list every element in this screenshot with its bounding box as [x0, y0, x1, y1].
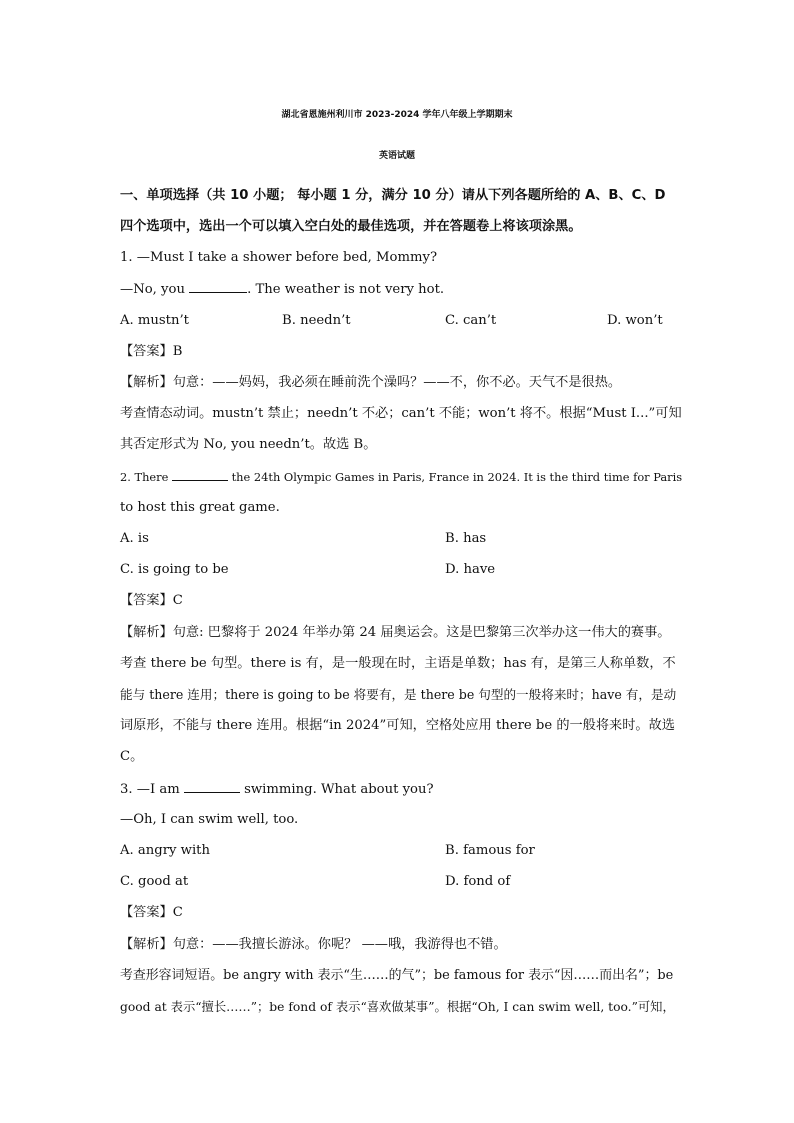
section-instruction-line1: 一、单项选择（共 10 小题； 每小题 1 分，满分 10 分）请从下列各题所给的 A、B、C、D [120, 188, 666, 203]
q1-analysis-line3: 其否定形式为 No, you needn’t。故选 B。 [120, 437, 377, 452]
q2-blank [172, 468, 228, 481]
q2-stem-post: the 24th Olympic Games in Paris, France in 2024. It is the third time for Paris [227, 470, 683, 484]
q3-blank [184, 780, 240, 793]
q2-analysis-line3: 能与 there 连用；there is going to be 将要有，是 there be 句型的一般将来时；have 有，是动 [120, 687, 677, 702]
q2-stem-line1 [120, 468, 683, 486]
q2-option-d: D. have [445, 562, 496, 577]
q1-stem-line2 [120, 280, 680, 299]
q3-analysis-line2: 考查形容词短语。be angry with 表示“生……的气”；be famous for 表示“因……而出名”；be [120, 968, 674, 983]
q2-stem-line2: to host this great game. [120, 500, 280, 515]
q3-analysis-line1: 【解析】句意：——我擅长游泳。你呢？ ——哦，我游得也不错。 [120, 937, 507, 952]
exam-title-line2: 英语试题 [378, 151, 415, 161]
q2-analysis-line4: 词原形，不能与 there 连用。根据“in 2024”可知，空格处应用 there be 的一般将来时。故选 [120, 718, 675, 733]
q3-option-c: C. good at [120, 874, 189, 889]
q2-answer: 【答案】C [120, 593, 183, 608]
q1-option-d: D. won’t [607, 313, 663, 328]
q3-stem-pre: 3. —I am [120, 782, 184, 797]
q3-stem-line1 [120, 780, 680, 799]
q2-analysis-line5: C。 [120, 749, 144, 764]
q1-blank [189, 280, 247, 293]
q1-answer: 【答案】B [120, 344, 183, 359]
q2-analysis-line2: 考查 there be 句型。there is 有，是一般现在时，主语是单数；has 有，是第三人称单数，不 [120, 656, 676, 671]
q1-option-a: A. mustn’t [120, 313, 189, 328]
q3-stem-post: swimming. What about you? [239, 782, 434, 797]
q1-stem-pre: —No, you [120, 282, 190, 297]
q3-answer: 【答案】C [120, 905, 183, 920]
q3-analysis-line3: good at 表示“擅长……”；be fond of 表示“喜欢做某事”。根据“Oh, I can swim well, too.”可知， [120, 1000, 675, 1014]
q2-option-b: B. has [445, 531, 487, 546]
q1-analysis-line1: 【解析】句意：——妈妈，我必须在睡前洗个澡吗？——不，你不必。天气不是很热。 [120, 375, 622, 390]
q1-option-b: B. needn’t [282, 313, 351, 328]
q2-analysis-line1: 【解析】句意: 巴黎将于 2024 年举办第 24 届奥运会。这是巴黎第三次举办这一伟大的赛事。 [120, 625, 671, 640]
q3-stem-line2: —Oh, I can swim well, too. [120, 812, 299, 827]
q2-option-a: A. is [120, 531, 149, 546]
q2-stem-pre: 2. There [120, 470, 172, 484]
q1-analysis-line2: 考查情态动词。mustn’t 禁止；needn’t 不必；can’t 不能；won’t 将不。根据“Must I...”可知 [120, 406, 682, 421]
q3-option-b: B. famous for [445, 843, 535, 858]
q1-stem-line1: 1. —Must I take a shower before bed, Mommy? [120, 250, 438, 265]
exam-title-line1: 湖北省恩施州利川市 2023-2024 学年八年级上学期期末 [281, 110, 513, 120]
q1-stem-post: . The weather is not very hot. [247, 282, 445, 297]
section-instruction-line2: 四个选项中，选出一个可以填入空白处的最佳选项，并在答题卷上将该项涂黑。 [120, 219, 582, 234]
q3-option-a: A. angry with [120, 843, 210, 858]
q3-option-d: D. fond of [445, 874, 511, 889]
q1-option-c: C. can’t [445, 313, 497, 328]
q2-option-c: C. is going to be [120, 562, 229, 577]
